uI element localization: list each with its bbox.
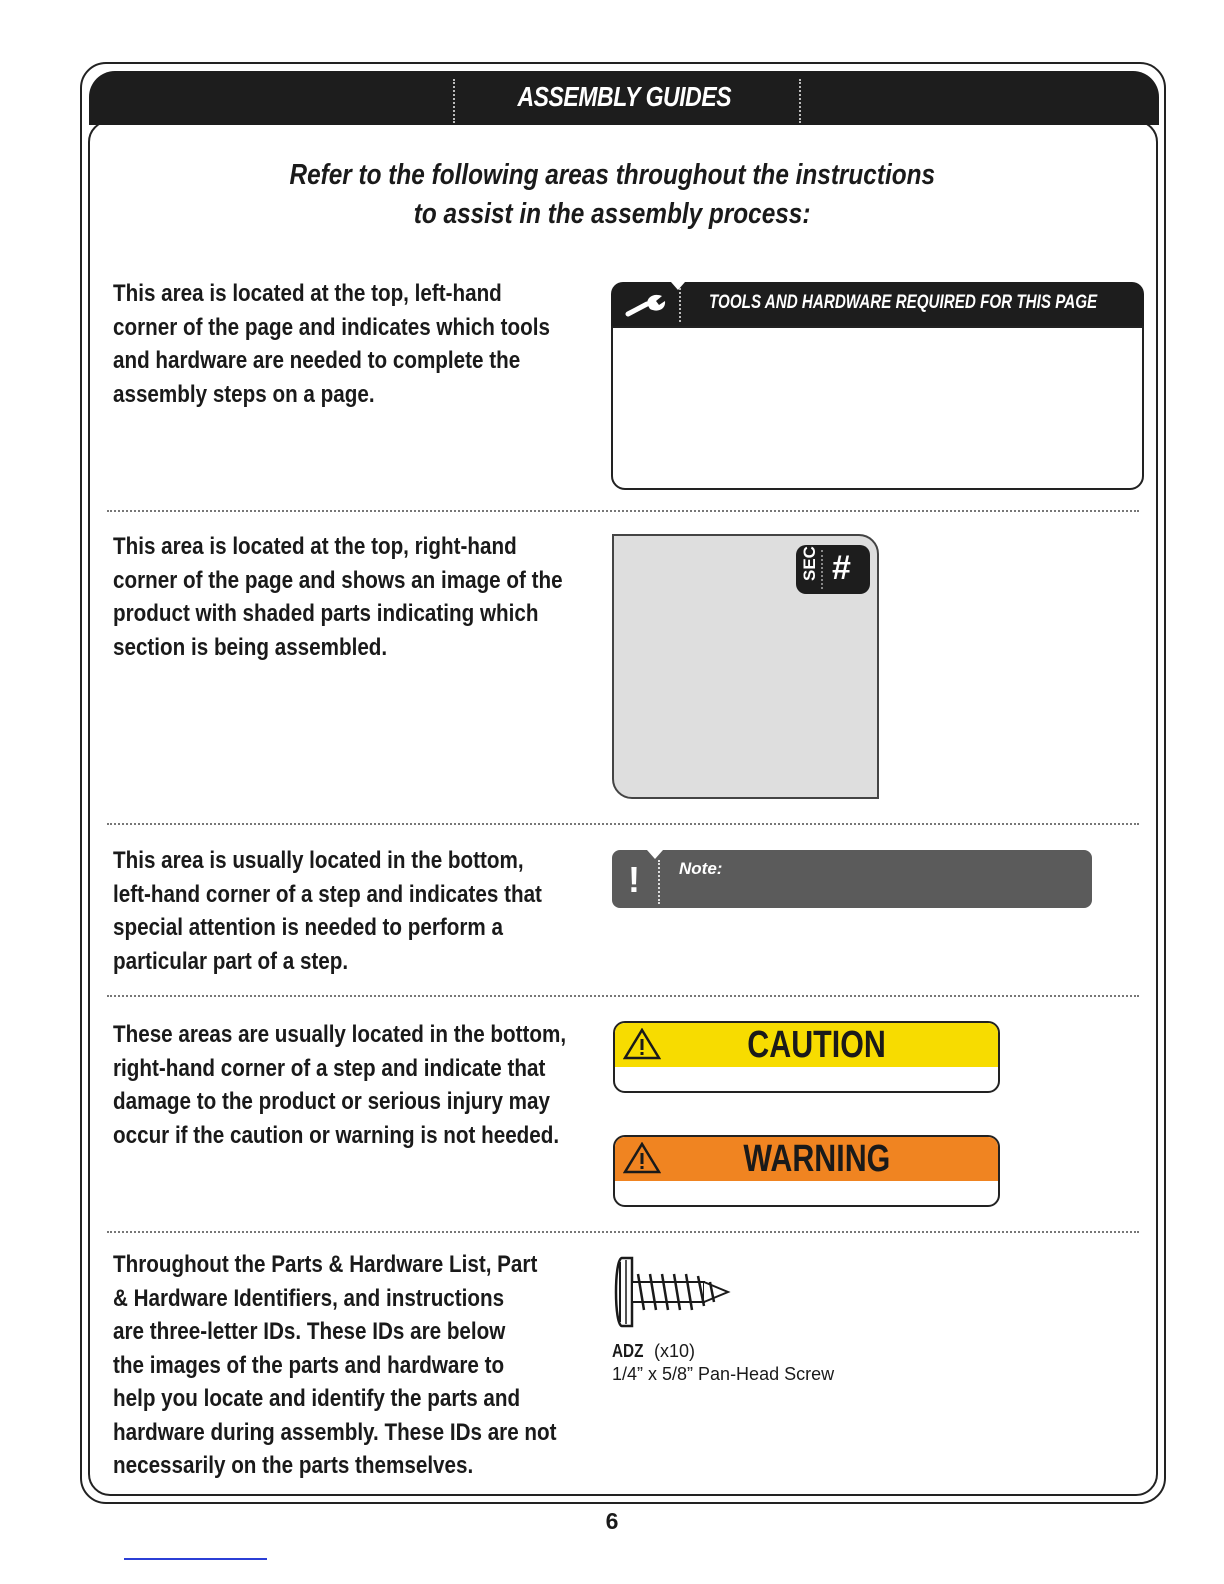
caution-label xyxy=(613,1021,1000,1093)
tools-box-header xyxy=(611,282,1144,326)
note-box xyxy=(612,850,1092,908)
intro-text xyxy=(0,156,1224,234)
description-section-image: This area is located at the top, right-hand corner of the page and shows an image of the product with shaded parts indicating which section is being assembled. xyxy=(113,533,563,661)
exclamation-icon: ! xyxy=(628,859,640,900)
tools-box-label: TOOLS AND HARDWARE REQUIRED FOR THIS PAGE xyxy=(709,292,1098,313)
sec-label: SEC xyxy=(800,546,819,581)
intro-line-2: to assist in the assembly process: xyxy=(413,198,811,230)
description-note: This area is usually located in the bottom, left-hand corner of a step and indicates that special attention is needed to perform a particular part of a step. xyxy=(113,847,542,975)
caution-text: CAUTION xyxy=(747,1024,886,1066)
warning-label xyxy=(613,1135,1000,1207)
page-title: ASSEMBLY GUIDES xyxy=(517,81,731,112)
page-number: 6 xyxy=(605,1508,619,1534)
part-description: 1/4” x 5/8” Pan-Head Screw xyxy=(612,1364,835,1384)
dotted-separator xyxy=(107,823,1139,825)
dotted-separator xyxy=(107,510,1139,512)
section-number: # xyxy=(832,549,851,587)
section-header xyxy=(89,71,1159,125)
description-part-ids: Throughout the Parts & Hardware List, Part & Hardware Identifiers, and instructions are three-letter IDs. These IDs are below the images of the parts and hardware to help you locate and identify the parts and hardware during assembly. These IDs are not necessarily on the parts themselves. xyxy=(113,1251,557,1479)
description-tools: This area is located at the top, left-hand corner of the page and indicates which tools and hardware are needed to complete the assembly steps on a page. xyxy=(113,280,550,408)
screw-icon xyxy=(612,1254,732,1330)
tools-box-body xyxy=(611,326,1144,490)
section-number-tab xyxy=(796,545,870,594)
warning-text: WARNING xyxy=(743,1138,890,1180)
dotted-separator xyxy=(107,1231,1139,1233)
tools-divider xyxy=(679,288,681,322)
part-id: ADZ (x10) xyxy=(612,1341,696,1361)
intro-line-1: Refer to the following areas throughout the instructions xyxy=(289,159,935,191)
footer-line xyxy=(124,1558,267,1560)
dotted-separator xyxy=(107,995,1139,997)
description-caution-warning: These areas are usually located in the bottom, right-hand corner of a step and indicate that damage to the product or serious injury may occur if the caution or warning is not heeded. xyxy=(113,1021,567,1149)
note-label: Note: xyxy=(679,859,723,878)
wrench-icon xyxy=(625,290,667,318)
